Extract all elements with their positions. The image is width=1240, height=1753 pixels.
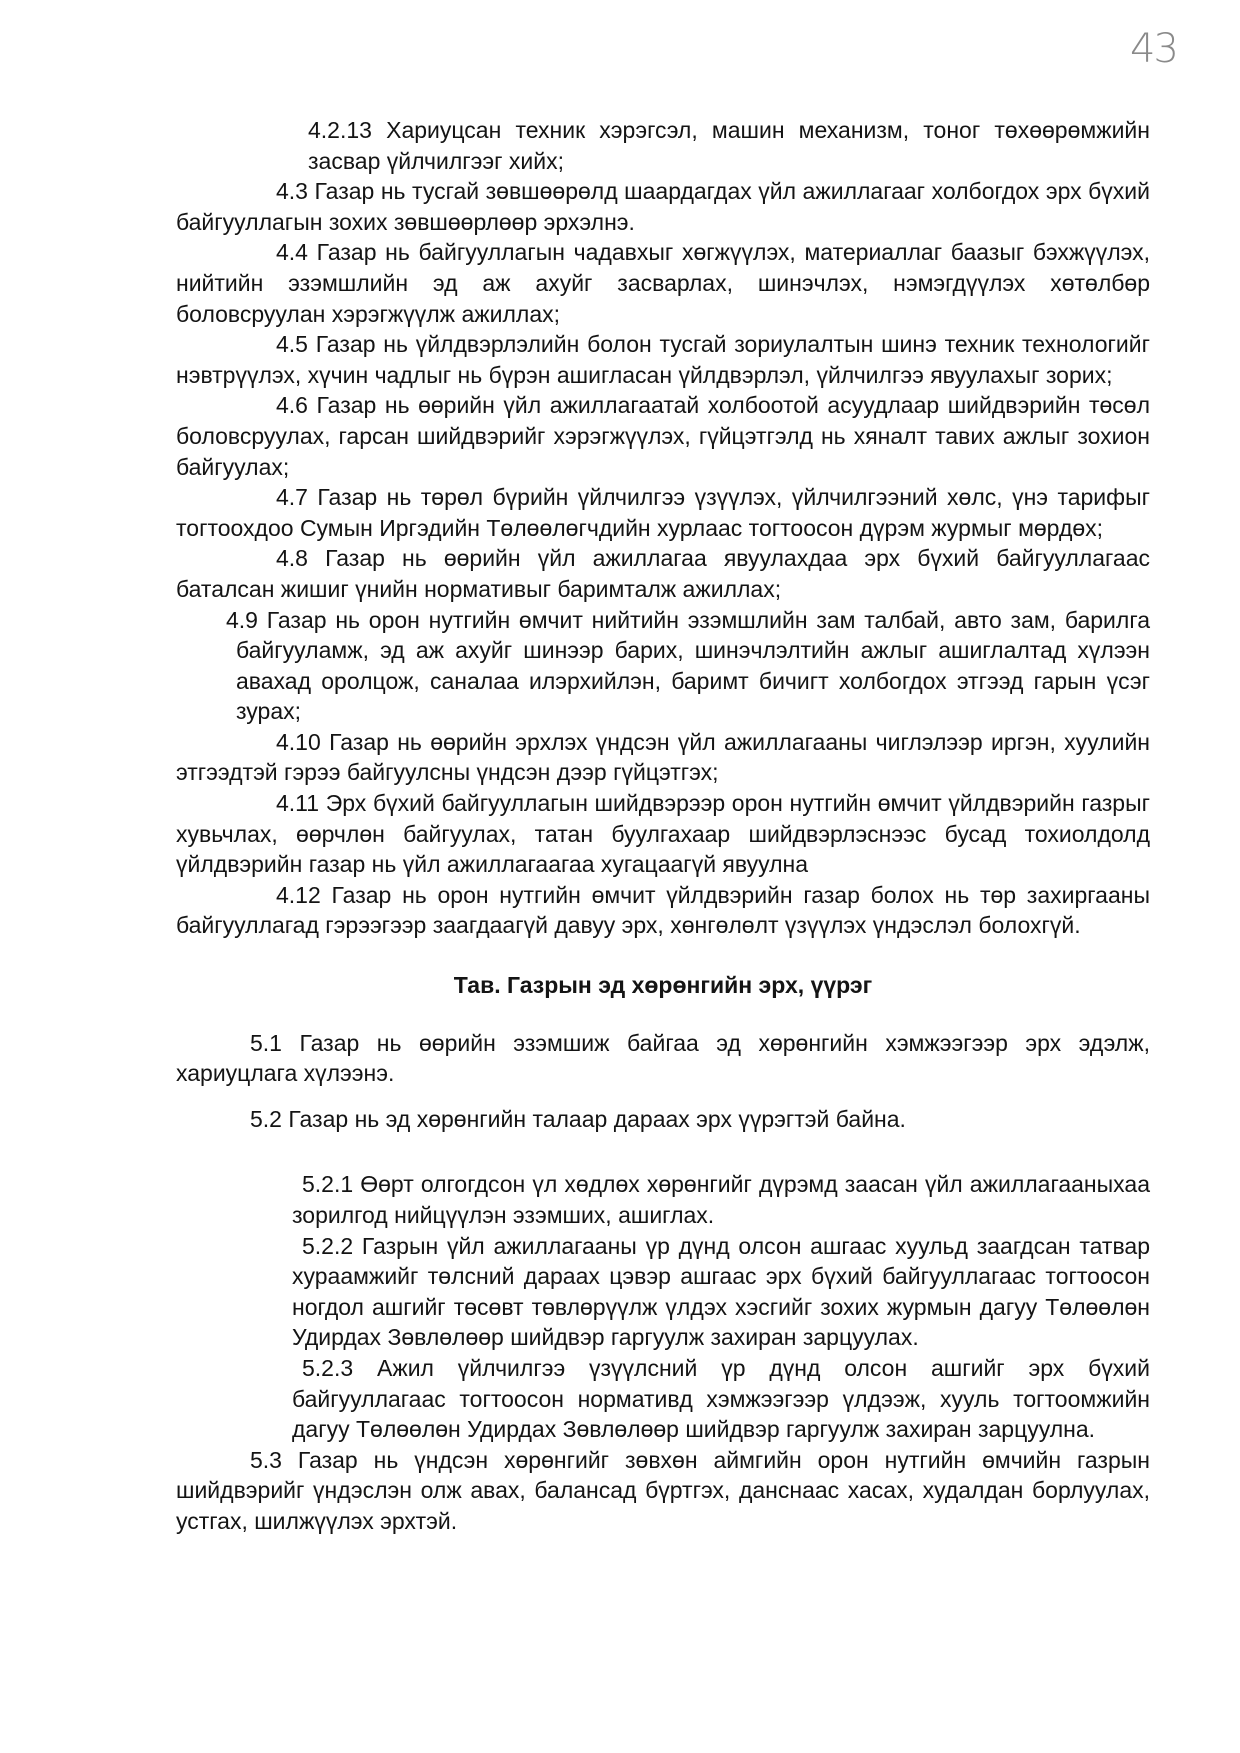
paragraph-5-2-1: 5.2.1 Өөрт олгогдсон үл хөдлөх хөрөнгийг дүрэмд заасан үйл ажиллагааныхаа зорилгод нийцүүлэн эзэмших, ашиглах. xyxy=(292,1171,1150,1228)
paragraph-4-11: 4.11 Эрх бүхий байгууллагын шийдвэрээр орон нутгийн өмчит үйлдвэрийн газрыг хувьчлах, өөрчлөн байгуулах, татан буулгахаар шийдвэрлэснээс бусад тохиолдолд үйлдвэрийн газар нь үйл ажиллагаагаа хугацаагүй явуулна xyxy=(176,790,1150,878)
paragraph-4-12: 4.12 Газар нь орон нутгийн өмчит үйлдвэрийн газар болох нь төр захиргааны байгууллагад гэрээгээр заагдаагүй давуу эрх, хөнгөлөлт үзүүлэх үндэслэл болохгүй. xyxy=(176,881,1150,939)
paragraph-5-1: 5.1 Газар нь өөрийн эзэмшиж байгаа эд хөрөнгийн хэмжээгээр эрх эдэлж, хариуцлага хүлээнэ. xyxy=(176,1029,1150,1087)
document-body xyxy=(176,115,1150,1537)
section-title: Тав. Газрын эд хөрөнгийн эрх, үүрэг xyxy=(453,972,873,999)
paragraph-4-5: 4.5 Газар нь үйлдвэрлэлийн болон тусгай зориулалтын шинэ техник технологийг нэвтрүүлэх, хүчин чадлыг нь бүрэн ашигласан үйлдвэрлэл, үйлчилгээ явуулахыг зорих; xyxy=(176,331,1150,388)
paragraph-5-2: 5.2 Газар нь эд хөрөнгийн талаар дараах эрх үүрэгтэй байна. xyxy=(250,1105,906,1132)
paragraph-4-9: 4.9 Газар нь орон нутгийн өмчит нийтийн эзэмшлийн зам талбай, авто зам, барилга байгууламж, эд аж ахуйг шинээр барих, шинэчлэлтийн ажлыг ашиглалтад хүлээн авахад оролцож, саналаа илэрхийлэн, баримт бичигт холбогдох этгээд гарын үсэг зурах; xyxy=(226,606,1150,725)
paragraph-4-3: 4.3 Газар нь тусгай зөвшөөрөлд шаардагдах үйл ажиллагааг холбогдох эрх бүхий байгууллагын зохих зөвшөөрлөөр эрхэлнэ. xyxy=(176,178,1150,235)
page-number: 43 xyxy=(1130,26,1177,72)
paragraph-4-2-13: 4.2.13 Хариуцсан техник хэрэгсэл, машин механизм, тоног төхөөрөмжийн засвар үйлчилгээг хийх; xyxy=(308,117,1150,174)
paragraph-5-3: 5.3 Газар нь үндсэн хөрөнгийг зөвхөн аймгийн орон нутгийн өмчийн газрын шийдвэрийг үндэслэн олж авах, балансад бүртгэх, данснаас хасах, худалдан борлуулах, устгах, шилжүүлэх эрхтэй. xyxy=(176,1446,1150,1534)
paragraph-4-10: 4.10 Газар нь өөрийн эрхлэх үндсэн үйл ажиллагааны чиглэлээр иргэн, хуулийн этгээдтэй гэрээ байгуулсны үндсэн дээр гүйцэтгэх; xyxy=(176,728,1150,786)
paragraph-4-6: 4.6 Газар нь өөрийн үйл ажиллагаатай холбоотой асуудлаар шийдвэрийн төсөл боловсруулах, гарсан шийдвэрийг хэрэгжүүлэх, гүйцэтгэлд нь хяналт тавих ажлыг зохион байгуулах; xyxy=(176,392,1150,480)
paragraph-4-8: 4.8 Газар нь өөрийн үйл ажиллагаа явуулахдаа эрх бүхий байгууллагаас баталсан жишиг үнийн нормативыг баримталж ажиллах; xyxy=(176,545,1150,602)
paragraph-5-2-3: 5.2.3 Ажил үйлчилгээ үзүүлсний үр дүнд олсон ашгийг эрх бүхий байгууллагаас тогтоосон нормативд хэмжээгээр үлдээж, хууль тогтоомжийн дагуу Төлөөлөн Удирдах Зөвлөлөөр шийдвэр гаргуулж захиран зарцуулна. xyxy=(292,1354,1150,1443)
paragraph-5-2-2: 5.2.2 Газрын үйл ажиллагааны үр дүнд олсон ашгаас хуульд заагдсан татвар хураамжийг төлсний дараах цэвэр ашгаас эрх бүхий байгууллагаас тогтоосон ногдол ашгийг төсөвт төвлөрүүлж үлдэх хэсгийг зохих журмын дагуу Төлөөлөн Удирдах Зөвлөлөөр шийдвэр гаргуулж захиран зарцуулах. xyxy=(292,1232,1150,1351)
paragraph-4-7: 4.7 Газар нь төрөл бүрийн үйлчилгээ үзүүлэх, үйлчилгээний хөлс, үнэ тарифыг тогтоохдоо Сумын Иргэдийн Төлөөлөгчдийн хурлаас тогтоосон дүрэм журмыг мөрдөх; xyxy=(176,484,1150,541)
paragraph-4-4: 4.4 Газар нь байгууллагын чадавхыг хөгжүүлэх, материаллаг баазыг бэхжүүлэх, нийтийн эзэмшлийн эд аж ахуйг засварлах, шинэчлэх, нэмэгдүүлэх хөтөлбөр боловсруулан хэрэгжүүлж ажиллах; xyxy=(176,239,1150,327)
